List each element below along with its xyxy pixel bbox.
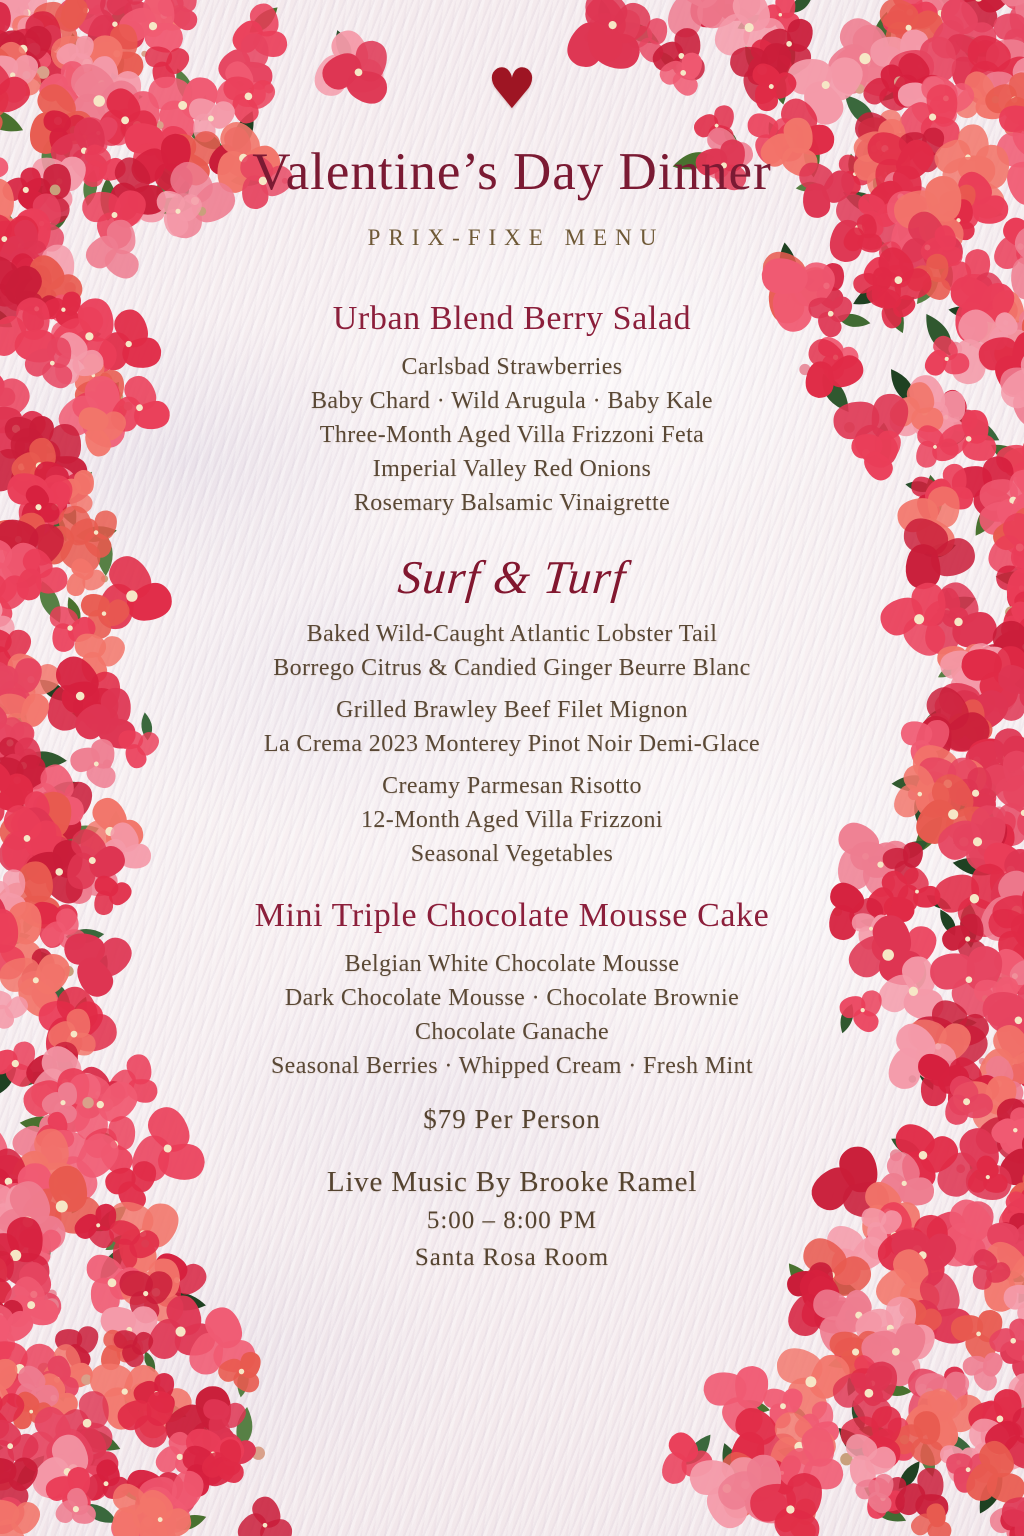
menu-item: Grilled Brawley Beef Filet Mignon bbox=[336, 697, 688, 723]
page-title: Valentine’s Day Dinner bbox=[252, 143, 772, 201]
menu-item: Imperial Valley Red Onions bbox=[372, 456, 652, 482]
heart-icon: ♥ bbox=[486, 57, 538, 122]
dessert-heading: Mini Triple Chocolate Mousse Cake bbox=[254, 897, 770, 934]
menu-item: Creamy Parmesan Risotto bbox=[382, 773, 642, 799]
menu-item: Three-Month Aged Villa Frizzoni Feta bbox=[319, 422, 705, 448]
live-music-line: Live Music By Brooke Ramel bbox=[326, 1166, 698, 1198]
event-room: Santa Rosa Room bbox=[414, 1244, 610, 1271]
event-time: 5:00 – 8:00 PM bbox=[426, 1207, 598, 1234]
menu-item: Baby Chard · Wild Arugula · Baby Kale bbox=[311, 388, 713, 414]
menu-item: Carlsbad Strawberries bbox=[401, 354, 623, 380]
menu-item: Baked Wild-Caught Atlantic Lobster Tail bbox=[306, 621, 718, 647]
menu-item: La Crema 2023 Monterey Pinot Noir Demi-Glace bbox=[263, 731, 761, 757]
section-salad bbox=[311, 252, 713, 520]
surf-turf-heading: Surf & Turf bbox=[395, 552, 629, 604]
menu-item: Borrego Citrus & Candied Ginger Beurre Blanc bbox=[273, 655, 751, 681]
menu-item: Rosemary Balsamic Vinaigrette bbox=[353, 490, 671, 516]
menu-item: Seasonal Berries · Whipped Cream · Fresh Mint bbox=[270, 1053, 754, 1079]
salad-heading: Urban Blend Berry Salad bbox=[332, 300, 692, 337]
menu-item: Chocolate Ganache bbox=[414, 1019, 610, 1045]
menu-item: Dark Chocolate Mousse · Chocolate Brownie bbox=[284, 985, 740, 1011]
menu-item: Seasonal Vegetables bbox=[410, 841, 614, 867]
event-info bbox=[327, 1164, 697, 1274]
section-dessert bbox=[255, 871, 770, 1083]
section-surf-turf bbox=[264, 520, 760, 871]
menu-subtitle: PRIX-FIXE MENU bbox=[367, 225, 665, 250]
menu-item: 12-Month Aged Villa Frizzoni bbox=[361, 807, 663, 833]
menu-item: Belgian White Chocolate Mousse bbox=[344, 951, 680, 977]
price-per-person: $79 Per Person bbox=[423, 1104, 601, 1134]
